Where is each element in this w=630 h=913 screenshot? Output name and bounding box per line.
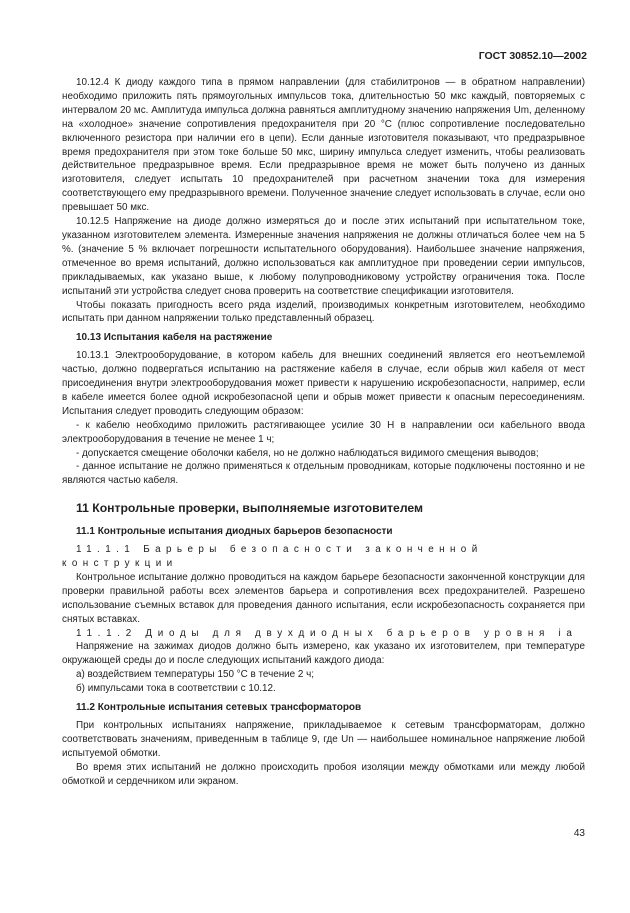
heading-10-13: 10.13 Испытания кабеля на растяжение: [76, 332, 273, 344]
list-item: - к кабелю необходимо приложить растягивающее усилие 30 Н в направлении оси кабельного ввода электрооборудования в течение не менее 1 ч;: [62, 419, 585, 445]
paragraph-11-1-2: Напряжение на зажимах диодов должно быть измерено, как указано их изготовителем, при температуре окружающей среды до и после следующих испытаний каждого диода:: [62, 641, 585, 667]
paragraph-11-2-a: При контрольных испытаниях напряжение, прикладываемое к сетевым трансформаторам, должно соответствовать значениям, приведенным в таблице 9, где Un — наибольшее номинальное напряжение любой испытуемой обмотки.: [62, 719, 585, 759]
paragraph-10-12-4: 10.12.4 К диоду каждого типа в прямом направлении (для стабилитронов — в обратном направлении) необходимо приложить пять прямоугольных импульсов тока, длительностью 50 мкс каждый, повторяемых с интервалом 20 мс. Амплитуда импульса должна равняться амплитудному значению напряжения Um, деленному на «холодное» значение сопротивления предохранителя при 20 °С (плюс сопротивление последовательно включенного резистора при наличии его в цепи). Если данные изготовителя показывают, что предразрывное время предохранителя при этом токе больше 50 мкс, ширину импульса следует изменить, чтобы реализовать действительное предразрывное время. Если предразрывное время не может быть получено из данных изготовителя, следует испытать 10 предохранителей при расчетном значении тока для измерения соответствующего ему предразрывного времени. Полученное значение следует использовать в случае, если оно превышает 50 мкс.: [62, 77, 586, 214]
list-item: - допускается смещение оболочки кабеля, но не должно наблюдаться видимого смещения выводов;: [76, 447, 539, 459]
heading-11-2: 11.2 Контрольные испытания сетевых трансформаторов: [76, 702, 362, 714]
list-item: б) импульсами тока в соответствии с 10.12.: [76, 683, 276, 695]
list-item: - данное испытание не должно применяться к отдельным проводникам, которые подключены постоянно и не являются частью кабеля.: [62, 461, 585, 487]
document-header: ГОСТ 30852.10—2002: [478, 50, 587, 62]
page-body: [62, 76, 585, 789]
page-number: 43: [573, 828, 585, 839]
paragraph-10-13-1: 10.13.1 Электрооборудование, в котором кабель для внешних соединений является его неотъемлемой частью, должно подвергаться испытанию на растяжение кабеля в случае, если обрыв жил кабеля от мест присоединения внутри электрооборудования может привести к нарушению искробезопасности, например, если в кабеле имеется более одной искробезопасной цепи и обрыв может привести к опасным пересоединениям. Испытания следует проводить следующим образом:: [62, 350, 585, 417]
heading-11-1: 11.1 Контрольные испытания диодных барьеров безопасности: [76, 526, 393, 538]
heading-11-1-2: 11.1.2 Диоды для двухдиодных барьеров уровня ia: [76, 627, 578, 639]
section-title-11: 11 Контрольные проверки, выполняемые изготовителем: [76, 501, 424, 516]
paragraph-11-2-b: Во время этих испытаний не должно происходить пробоя изоляции между обмотками или между любой обмоткой и сердечником или экраном.: [62, 761, 585, 787]
list-item: а) воздействием температуры 150 °С в течение 2 ч;: [76, 669, 315, 681]
heading-11-1-1: 11.1.1 Барьеры безопасности законченной конструкции: [62, 544, 483, 569]
paragraph-11-1-1: Контрольное испытание должно проводиться на каждом барьере безопасности законченной конструкции для проверки правильной работы всех элементов барьера и сопротивления всех предохранителей. Разрешено использование съемных вставок для проведения данного испытания, если искробезопасность сохраняется при снятых вставках.: [62, 571, 585, 625]
paragraph-10-12-5: 10.12.5 Напряжение на диоде должно измеряться до и после этих испытаний при испытательном токе, указанном изготовителем элемента. Измеренные значения напряжения не должны отличаться более чем на 5 %. (значение 5 % включает погрешности испытательного оборудования). Наибольшее значение напряжения, отмеченное во время испытаний, должно использоваться как амплитудное при проведении серии импульсов, прикладываемых, как указано выше, к любому полупроводниковому устройству ограничения тока. После испытаний эти устройства следует снова проверить на соответствие спецификации изготовителя.: [62, 216, 585, 297]
paragraph-sample-note: Чтобы показать пригодность всего ряда изделий, производимых конкретным изготовителем, необходимо испытать при данном напряжении только представленный образец.: [62, 299, 585, 325]
